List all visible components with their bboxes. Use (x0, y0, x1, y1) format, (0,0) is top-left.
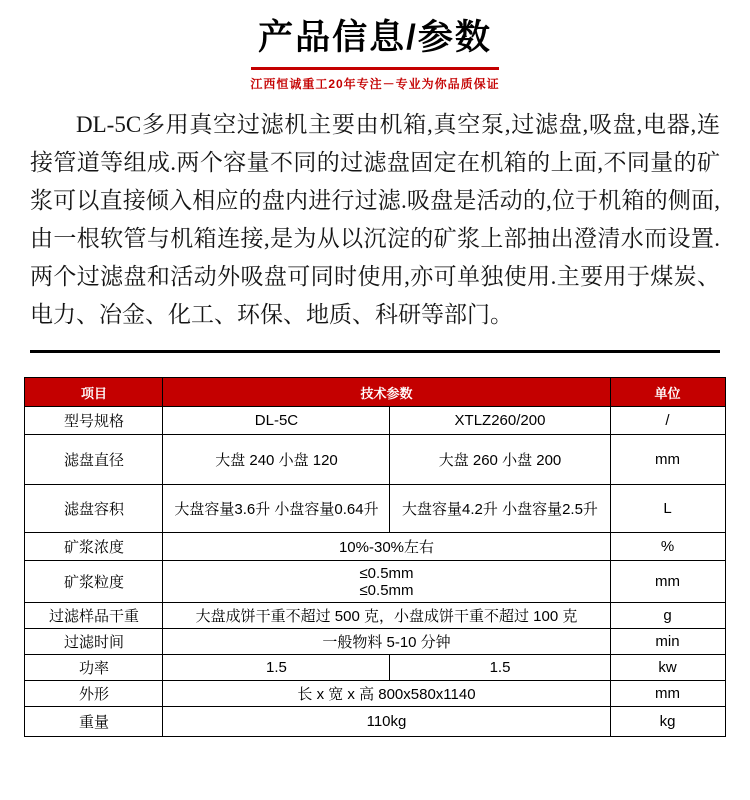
col-header-item: 项目 (25, 378, 163, 407)
value-cell: DL-5C (163, 407, 390, 435)
value-cell (163, 561, 610, 603)
spec-table (24, 377, 725, 737)
unit-cell: mm (610, 681, 725, 707)
value-cell: 一般物料 5-10 分钟 (163, 629, 610, 655)
value-cell: 1.5 (390, 655, 610, 681)
product-description: DL-5C多用真空过滤机主要由机箱,真空泵,过滤盘,吸盘,电器,连接管道等组成.两个容量不同的过滤盘固定在机箱的上面,不同量的矿浆可以直接倾入相应的盘内进行过滤.吸盘是活动的,位于机箱的侧面,由一根软管与机箱连接,是为从以沉淀的矿浆上部抽出澄清水而设置.两个过滤盘和活动外吸盘可同时使用,亦可单独使用.主要用于煤炭、电力、冶金、化工、环保、地质、科研等部门。 (30, 112, 720, 328)
item-cell: 过滤样品干重 (25, 603, 163, 629)
spec-row-disc-volume (25, 485, 725, 533)
item-cell: 过滤时间 (25, 629, 163, 655)
col-header-unit: 单位 (610, 378, 725, 407)
value-cell: XTLZ260/200 (390, 407, 610, 435)
value-cell: 大盘容量4.2升 小盘容量2.5升 (390, 485, 610, 533)
brand-slogan: 江西恒诚重工20年专注－专业为你品质保证 (250, 77, 500, 92)
value-cell: 大盘 240 小盘 120 (163, 435, 390, 485)
item-cell: 外形 (25, 681, 163, 707)
page-title: 产品信息/参数 (258, 18, 492, 57)
value-line: ≤0.5mm (359, 581, 414, 599)
value-cell: 长 x 宽 x 高 800x580x1140 (163, 681, 610, 707)
unit-cell: kw (610, 655, 725, 681)
unit-cell: g (610, 603, 725, 629)
item-cell: 滤盘容积 (25, 485, 163, 533)
spec-row-dimensions (25, 681, 725, 707)
value-cell: 1.5 (163, 655, 390, 681)
item-cell: 功率 (25, 655, 163, 681)
title-underline (251, 67, 499, 70)
item-cell: 矿浆浓度 (25, 533, 163, 561)
spec-row-model (25, 407, 725, 435)
unit-cell: min (610, 629, 725, 655)
table-header-row (25, 378, 725, 407)
unit-cell: kg (610, 707, 725, 737)
spec-row-slurry-concentration (25, 533, 725, 561)
unit-cell: L (610, 485, 725, 533)
page-header (0, 0, 750, 92)
value-cell: 10%-30%左右 (163, 533, 610, 561)
value-cell: 大盘成饼干重不超过 500 克，小盘成饼干重不超过 100 克 (163, 603, 610, 629)
spec-row-sample-dry-weight (25, 603, 725, 629)
section-divider (30, 350, 720, 353)
unit-cell: / (610, 407, 725, 435)
value-cell: 110kg (163, 707, 610, 737)
item-cell: 型号规格 (25, 407, 163, 435)
value-line: ≤0.5mm (359, 564, 414, 582)
spec-row-weight (25, 707, 725, 737)
spec-row-disc-diameter (25, 435, 725, 485)
col-header-params: 技术参数 (163, 378, 610, 407)
item-cell: 矿浆粒度 (25, 561, 163, 603)
value-cell: 大盘 260 小盘 200 (390, 435, 610, 485)
spec-row-particle-size (25, 561, 725, 603)
spec-row-power (25, 655, 725, 681)
item-cell: 滤盘直径 (25, 435, 163, 485)
item-cell: 重量 (25, 707, 163, 737)
unit-cell: % (610, 533, 725, 561)
unit-cell: mm (610, 561, 725, 603)
value-cell: 大盘容量3.6升 小盘容量0.64升 (163, 485, 390, 533)
unit-cell: mm (610, 435, 725, 485)
spec-row-filter-time (25, 629, 725, 655)
